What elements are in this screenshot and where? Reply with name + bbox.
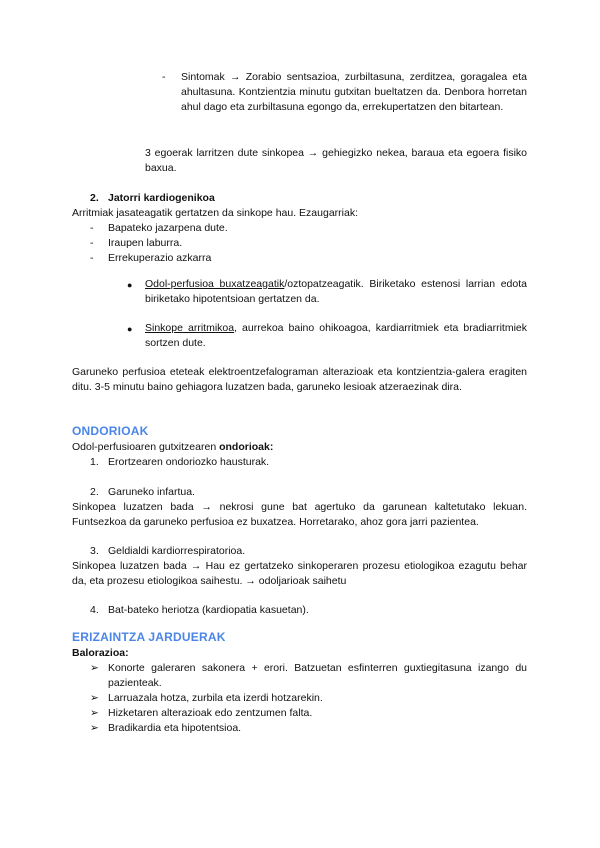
arrow-bullet: ➢ [90, 722, 99, 734]
intro-bold: ondorioak: [219, 441, 274, 453]
list-item: Bradikardia eta hipotentsioa. [108, 722, 242, 734]
list-item: Geldialdi kardiorrespiratorioa. [108, 545, 246, 557]
egoerak-paragraph: 3 egoerak larritzen dute sinkopea → gehiegizko nekea, baraua eta egoera fisiko baxua. [145, 147, 527, 174]
underlined-term: Odol-perfusioa buxatzeagatik [145, 278, 285, 290]
list-number: 3. [90, 545, 99, 557]
dash-bullet: - [162, 71, 166, 83]
ondorioak-heading: ONDORIOAK [72, 424, 149, 438]
sintomak-text: Sintomak → Zorabio sentsazioa, zurbiltasuna, zerditzea, goragalea eta ahultasuna. Kontzientzia minutu gutxitan bueltatzen da. Denbora horretan ahul dago eta zurbiltasuna egongo da, errekupertatzen den bitartean. [181, 71, 527, 113]
section-title: Jatorri kardiogenikoa [108, 192, 215, 204]
arrow-bullet: ➢ [90, 692, 99, 704]
item-text: /oztopatzeagatik. Biriketako estenosi larrian edota biriketako hipotentsioan gertatzen da. [145, 278, 527, 305]
arrow-bullet: ➢ [90, 662, 99, 674]
sinkope-arritmikoa-item [145, 321, 527, 351]
garuneko-paragraph: Garuneko perfusioa eteteak elektroentzefalograman alterazioak eta kontzientzia-galera eragiten ditu. 3-5 minutu baino gehiagora luzatzen bada, garuneko lesioak atzeraezinak dira. [72, 366, 527, 393]
list-item: Bapateko jazarpena dute. [108, 222, 228, 234]
intro-text: Odol-perfusioaren gutxitzearen [72, 441, 220, 453]
section-number: 2. [90, 192, 99, 204]
geldialdi-description: Sinkopea luzatzen bada → Hau ez gertatzeko sinkoperaren prozesu etiologikoa ezagutu behar da, eta prozesu etiologikoa saihestu. → odoljarioak saihetu [72, 560, 527, 587]
list-number: 2. [90, 486, 99, 498]
list-number: 4. [90, 604, 99, 616]
list-number: 1. [90, 456, 99, 468]
list-item: Iraupen laburra. [108, 237, 183, 249]
ondorioak-intro [72, 440, 527, 455]
list-item: Larruazala hotza, zurbila eta izerdi hotzarekin. [108, 692, 323, 704]
balorazioa-subheading: Balorazioa: [72, 647, 129, 659]
erizaintza-heading: ERIZAINTZA JARDUERAK [72, 630, 226, 644]
list-item: Erortzearen ondoriozko hausturak. [108, 456, 270, 468]
list-item: Hizketaren alterazioak edo zentzumen falta. [108, 707, 313, 719]
list-item: Konorte galeraren sakonera + erori. Batzuetan esfinterren guxtiegitasuna izango du pazienteak. [108, 662, 527, 689]
odol-perfusioa-item [145, 277, 527, 307]
arrow-bullet: ➢ [90, 707, 99, 719]
dot-bullet: ● [127, 280, 133, 290]
list-item: Errekuperazio azkarra [108, 252, 212, 264]
list-item: Garuneko infartua. [108, 486, 195, 498]
item-text: , aurrekoa baino ohikoagoa, kardiarritmiek eta bradiarritmiek sortzen dute. [145, 322, 528, 349]
dot-bullet: ● [127, 324, 133, 334]
dash-bullet: - [90, 252, 94, 264]
infartua-description: Sinkopea luzatzen bada → nekrosi gune bat agertuko da garunean kaltetutako lekuan. Funtsezkoa da garuneko perfusioa ez buxatzea. Horretarako, ahoz gora jarri pazientea. [72, 501, 527, 528]
list-item: Bat-bateko heriotza (kardiopatia kasuetan). [108, 604, 309, 616]
dash-bullet: - [90, 222, 94, 234]
dash-bullet: - [90, 237, 94, 249]
section-intro: Arritmiak jasateagatik gertatzen da sinkope hau. Ezaugarriak: [72, 207, 358, 219]
underlined-term: Sinkope arritmikoa [145, 322, 235, 334]
